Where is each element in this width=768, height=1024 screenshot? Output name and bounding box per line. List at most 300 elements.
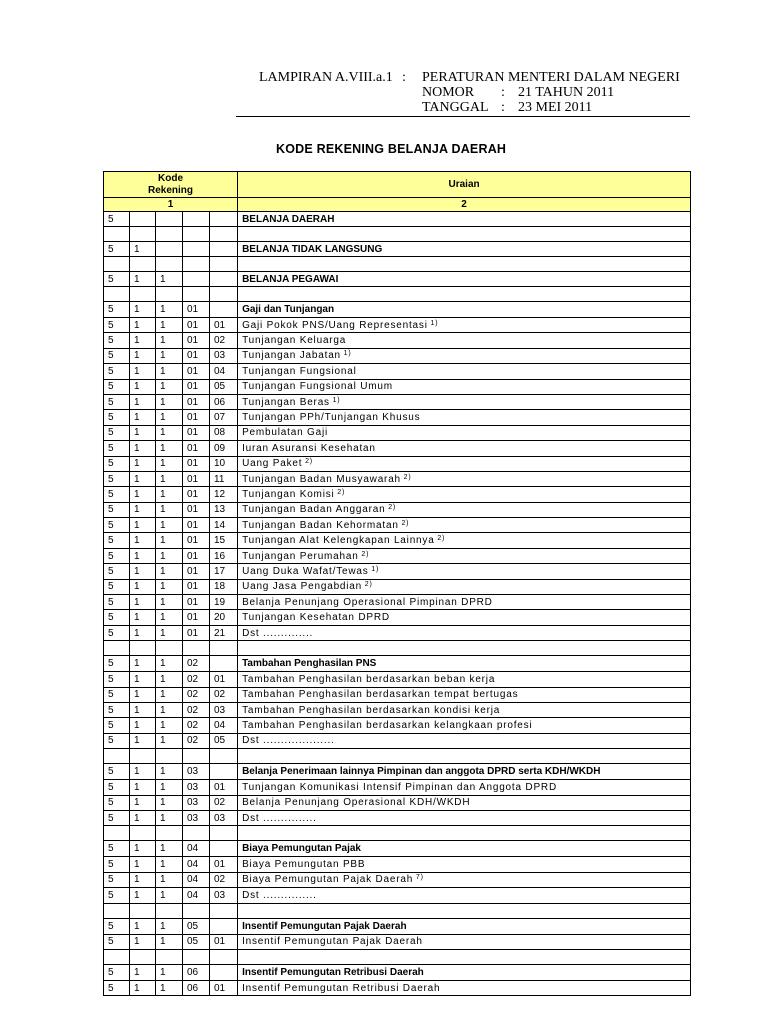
table-spacer-row [104, 257, 691, 272]
uraian-text: Biaya Pemungutan PBB [242, 859, 366, 871]
code-akun: 5 [104, 718, 130, 733]
code-rincian [210, 227, 238, 242]
uraian-cell [238, 934, 691, 949]
code-objek: 04 [183, 841, 210, 857]
code-rincian: 02 [210, 795, 238, 810]
code-objek [183, 826, 210, 841]
code-jenis: 1 [156, 471, 183, 486]
peraturan-title: PERATURAN MENTERI DALAM NEGERI [422, 70, 680, 85]
table-spacer-row [104, 826, 691, 841]
code-objek [183, 257, 210, 272]
code-akun [104, 749, 130, 764]
code-rincian [210, 749, 238, 764]
code-jenis: 1 [156, 610, 183, 625]
code-akun: 5 [104, 610, 130, 625]
kode-rekening-table [103, 171, 691, 996]
uraian-text: Insentif Pemungutan Pajak Daerah [242, 936, 423, 948]
code-kelompok: 1 [130, 918, 156, 934]
code-kelompok: 1 [130, 857, 156, 872]
code-jenis: 1 [156, 548, 183, 563]
document-title: KODE REKENING BELANJA DAERAH [276, 142, 507, 156]
uraian-cell [238, 749, 691, 764]
code-kelompok: 1 [130, 272, 156, 287]
uraian-text: Biaya Pemungutan Pajak [242, 843, 361, 855]
uraian-cell [238, 257, 691, 272]
code-rincian: 04 [210, 718, 238, 733]
footnote-marker: 2) [385, 504, 397, 512]
code-akun [104, 287, 130, 302]
table-row [104, 487, 691, 502]
code-akun: 5 [104, 487, 130, 502]
code-objek [183, 272, 210, 287]
uraian-cell [238, 394, 691, 409]
uraian-cell [238, 625, 691, 640]
uraian-cell [238, 672, 691, 687]
uraian-text: Dst .............. [242, 627, 314, 639]
code-kelompok: 1 [130, 456, 156, 471]
table-row [104, 212, 691, 227]
table-spacer-row [104, 749, 691, 764]
uraian-text: Tambahan Penghasilan berdasarkan kondisi kerja [242, 704, 501, 716]
code-kelompok: 1 [130, 548, 156, 563]
code-objek: 01 [183, 379, 210, 394]
code-jenis [156, 257, 183, 272]
uraian-cell [238, 518, 691, 533]
code-kelompok: 1 [130, 610, 156, 625]
code-kelompok: 1 [130, 364, 156, 379]
uraian-text: BELANJA TIDAK LANGSUNG [242, 243, 383, 255]
uraian-cell [238, 287, 691, 302]
code-rincian [210, 826, 238, 841]
uraian-cell [238, 857, 691, 872]
table-row [104, 502, 691, 517]
code-kelompok: 1 [130, 394, 156, 409]
table-header-row [104, 172, 691, 198]
code-jenis [156, 903, 183, 918]
uraian-cell [238, 610, 691, 625]
code-objek: 01 [183, 456, 210, 471]
uraian-text: Belanja Penerimaan lainnya Pimpinan dan anggota DPRD serta KDH/WKDH [242, 766, 601, 778]
code-objek: 02 [183, 656, 210, 672]
code-objek: 06 [183, 964, 210, 980]
code-kelompok: 1 [130, 533, 156, 548]
code-jenis: 1 [156, 518, 183, 533]
code-rincian [210, 918, 238, 934]
code-jenis [156, 641, 183, 656]
table-row [104, 471, 691, 486]
table-row [104, 548, 691, 563]
uraian-text: Uang Duka Wafat/Tewas [242, 565, 369, 577]
code-akun [104, 227, 130, 242]
uraian-cell [238, 227, 691, 242]
code-rincian: 08 [210, 425, 238, 440]
table-number-row [104, 198, 691, 212]
code-kelompok [130, 903, 156, 918]
col-header-kode-rekening: Kode Rekening [104, 172, 238, 198]
code-akun: 5 [104, 518, 130, 533]
code-jenis: 1 [156, 780, 183, 795]
table-spacer-row [104, 641, 691, 656]
code-akun: 5 [104, 888, 130, 903]
code-objek [183, 949, 210, 964]
code-kelompok: 1 [130, 733, 156, 748]
code-jenis: 1 [156, 595, 183, 610]
code-jenis [156, 287, 183, 302]
uraian-text: Pembulatan Gaji [242, 427, 328, 439]
code-akun [104, 903, 130, 918]
table-row [104, 934, 691, 949]
uraian-cell [238, 764, 691, 780]
code-rincian: 02 [210, 687, 238, 702]
code-jenis: 1 [156, 687, 183, 702]
code-jenis: 1 [156, 656, 183, 672]
uraian-cell [238, 702, 691, 717]
uraian-text: Iuran Asuransi Kesehatan [242, 442, 376, 454]
code-rincian: 05 [210, 733, 238, 748]
uraian-cell [238, 379, 691, 394]
code-objek: 01 [183, 625, 210, 640]
footnote-marker: 2) [358, 550, 370, 558]
code-objek: 01 [183, 333, 210, 348]
code-objek: 01 [183, 471, 210, 486]
code-jenis: 1 [156, 918, 183, 934]
table-row [104, 364, 691, 379]
code-jenis: 1 [156, 672, 183, 687]
code-rincian: 16 [210, 548, 238, 563]
code-kelompok: 1 [130, 764, 156, 780]
code-akun: 5 [104, 595, 130, 610]
uraian-text: Tambahan Penghasilan berdasarkan kelangkaan profesi [242, 720, 533, 732]
code-jenis: 1 [156, 502, 183, 517]
uraian-text: BELANJA PEGAWAI [242, 273, 339, 285]
code-kelompok: 1 [130, 980, 156, 995]
code-jenis: 1 [156, 302, 183, 318]
code-kelompok: 1 [130, 841, 156, 857]
code-jenis [156, 749, 183, 764]
uraian-cell [238, 456, 691, 471]
code-jenis [156, 949, 183, 964]
code-kelompok: 1 [130, 934, 156, 949]
code-rincian: 01 [210, 934, 238, 949]
code-rincian [210, 903, 238, 918]
code-rincian [210, 764, 238, 780]
code-rincian: 03 [210, 810, 238, 825]
code-jenis: 1 [156, 980, 183, 995]
table-row [104, 964, 691, 980]
code-objek: 02 [183, 718, 210, 733]
uraian-text: Tunjangan Fungsional Umum [242, 381, 393, 393]
code-akun: 5 [104, 333, 130, 348]
code-kelompok: 1 [130, 780, 156, 795]
code-kelompok [130, 826, 156, 841]
code-akun: 5 [104, 548, 130, 563]
code-rincian: 13 [210, 502, 238, 517]
code-rincian: 14 [210, 518, 238, 533]
uraian-text: Insentif Pemungutan Pajak Daerah [242, 920, 407, 932]
uraian-cell [238, 410, 691, 425]
code-objek: 01 [183, 502, 210, 517]
code-objek: 01 [183, 548, 210, 563]
footnote-marker: 7) [413, 874, 424, 882]
code-rincian: 09 [210, 441, 238, 456]
code-rincian [210, 212, 238, 227]
code-objek: 01 [183, 564, 210, 579]
uraian-cell [238, 795, 691, 810]
code-objek: 01 [183, 302, 210, 318]
code-kelompok: 1 [130, 795, 156, 810]
code-rincian: 10 [210, 456, 238, 471]
code-akun: 5 [104, 410, 130, 425]
code-kelompok: 1 [130, 333, 156, 348]
uraian-text: Tunjangan Badan Kehormatan [242, 519, 399, 531]
table-row [104, 780, 691, 795]
uraian-cell [238, 980, 691, 995]
code-rincian: 19 [210, 595, 238, 610]
uraian-text: Tunjangan Badan Anggaran [242, 504, 386, 516]
code-objek: 01 [183, 410, 210, 425]
code-akun: 5 [104, 564, 130, 579]
uraian-text: Tunjangan Jabatan [242, 350, 341, 362]
code-rincian [210, 287, 238, 302]
uraian-text: Belanja Penunjang Operasional KDH/WKDH [242, 797, 471, 809]
code-kelompok: 1 [130, 625, 156, 640]
code-objek: 04 [183, 888, 210, 903]
code-objek [183, 749, 210, 764]
code-kelompok: 1 [130, 564, 156, 579]
uraian-cell [238, 656, 691, 672]
table-row [104, 318, 691, 333]
uraian-cell [238, 780, 691, 795]
table-row [104, 888, 691, 903]
uraian-cell [238, 579, 691, 594]
uraian-cell [238, 810, 691, 825]
uraian-cell [238, 471, 691, 486]
uraian-text: Biaya Pemungutan Pajak Daerah [242, 874, 414, 886]
uraian-cell [238, 687, 691, 702]
table-row [104, 441, 691, 456]
code-objek [183, 903, 210, 918]
uraian-cell [238, 441, 691, 456]
table-row [104, 564, 691, 579]
code-rincian: 02 [210, 333, 238, 348]
table-row [104, 410, 691, 425]
code-jenis: 1 [156, 702, 183, 717]
code-objek: 03 [183, 780, 210, 795]
table-row [104, 333, 691, 348]
code-objek: 05 [183, 934, 210, 949]
code-jenis: 1 [156, 333, 183, 348]
uraian-text: Tunjangan Komisi [242, 488, 335, 500]
code-jenis: 1 [156, 857, 183, 872]
code-kelompok: 1 [130, 242, 156, 257]
table-row [104, 672, 691, 687]
code-kelompok [130, 212, 156, 227]
code-jenis [156, 227, 183, 242]
nomor-colon: : [501, 85, 505, 100]
code-objek: 01 [183, 318, 210, 333]
code-jenis: 1 [156, 394, 183, 409]
table-row [104, 687, 691, 702]
code-kelompok: 1 [130, 702, 156, 717]
footnote-marker: 1) [340, 350, 352, 358]
uraian-cell [238, 949, 691, 964]
code-jenis: 1 [156, 272, 183, 287]
table-row [104, 841, 691, 857]
uraian-cell [238, 212, 691, 227]
code-jenis: 1 [156, 625, 183, 640]
code-objek: 01 [183, 595, 210, 610]
code-akun: 5 [104, 242, 130, 257]
code-akun: 5 [104, 918, 130, 934]
code-akun: 5 [104, 934, 130, 949]
code-objek [183, 212, 210, 227]
uraian-cell [238, 641, 691, 656]
uraian-cell [238, 487, 691, 502]
code-objek: 01 [183, 533, 210, 548]
code-akun: 5 [104, 579, 130, 594]
uraian-cell [238, 733, 691, 748]
code-objek: 01 [183, 364, 210, 379]
uraian-text: Tunjangan PPh/Tunjangan Khusus [242, 412, 421, 424]
table-row [104, 394, 691, 409]
uraian-text: BELANJA DAERAH [242, 213, 335, 225]
uraian-text: Dst ............... [242, 889, 317, 901]
code-akun: 5 [104, 502, 130, 517]
code-objek: 05 [183, 918, 210, 934]
code-akun: 5 [104, 441, 130, 456]
code-kelompok: 1 [130, 348, 156, 363]
uraian-cell [238, 272, 691, 287]
code-objek: 02 [183, 687, 210, 702]
code-objek: 02 [183, 672, 210, 687]
code-rincian [210, 841, 238, 857]
uraian-text: Dst .................... [242, 735, 335, 747]
uraian-text: Uang Jasa Pengabdian [242, 581, 363, 593]
code-kelompok [130, 749, 156, 764]
code-kelompok: 1 [130, 518, 156, 533]
code-jenis: 1 [156, 379, 183, 394]
uraian-cell [238, 826, 691, 841]
code-kelompok: 1 [130, 379, 156, 394]
code-objek: 01 [183, 518, 210, 533]
code-kelompok [130, 949, 156, 964]
uraian-cell [238, 841, 691, 857]
code-akun: 5 [104, 302, 130, 318]
table-row [104, 656, 691, 672]
code-objek: 04 [183, 857, 210, 872]
code-akun [104, 641, 130, 656]
table-row [104, 242, 691, 257]
table-spacer-row [104, 949, 691, 964]
code-rincian: 01 [210, 318, 238, 333]
table-row [104, 518, 691, 533]
code-rincian: 15 [210, 533, 238, 548]
table-row [104, 718, 691, 733]
code-akun: 5 [104, 394, 130, 409]
code-kelompok: 1 [130, 672, 156, 687]
code-objek: 03 [183, 764, 210, 780]
uraian-cell [238, 548, 691, 563]
code-rincian: 04 [210, 364, 238, 379]
code-rincian: 05 [210, 379, 238, 394]
uraian-cell [238, 242, 691, 257]
uraian-cell [238, 533, 691, 548]
table-row [104, 980, 691, 995]
code-objek: 01 [183, 487, 210, 502]
table-spacer-row [104, 287, 691, 302]
code-akun [104, 826, 130, 841]
code-objek: 01 [183, 579, 210, 594]
uraian-cell [238, 595, 691, 610]
code-jenis: 1 [156, 764, 183, 780]
code-objek: 01 [183, 425, 210, 440]
table-row [104, 795, 691, 810]
code-akun: 5 [104, 212, 130, 227]
uraian-cell [238, 888, 691, 903]
code-rincian: 17 [210, 564, 238, 579]
code-rincian: 01 [210, 780, 238, 795]
uraian-text: Tunjangan Badan Musyawarah [242, 473, 401, 485]
code-objek: 04 [183, 872, 210, 887]
code-objek [183, 287, 210, 302]
code-objek: 01 [183, 394, 210, 409]
footnote-marker: 1) [368, 565, 380, 573]
code-kelompok: 1 [130, 579, 156, 594]
uraian-cell [238, 918, 691, 934]
code-kelompok [130, 257, 156, 272]
uraian-cell [238, 564, 691, 579]
uraian-text: Gaji Pokok PNS/Uang Representasi [242, 319, 428, 331]
table-row [104, 533, 691, 548]
code-objek: 03 [183, 795, 210, 810]
uraian-text: Tunjangan Keluarga [242, 335, 347, 347]
table-row [104, 857, 691, 872]
code-akun: 5 [104, 656, 130, 672]
table-row [104, 610, 691, 625]
footnote-marker: 2) [398, 519, 410, 527]
footnote-marker: 1) [427, 319, 439, 327]
code-akun [104, 257, 130, 272]
uraian-text: Dst ............... [242, 812, 317, 824]
footnote-marker: 2) [362, 581, 373, 589]
uraian-text: Insentif Pemungutan Retribusi Daerah [242, 982, 441, 994]
table-row [104, 425, 691, 440]
uraian-cell [238, 364, 691, 379]
code-objek [183, 242, 210, 257]
code-rincian: 20 [210, 610, 238, 625]
code-rincian: 03 [210, 348, 238, 363]
code-kelompok: 1 [130, 318, 156, 333]
code-akun: 5 [104, 810, 130, 825]
code-akun: 5 [104, 702, 130, 717]
table-row [104, 579, 691, 594]
code-rincian [210, 302, 238, 318]
code-kelompok: 1 [130, 410, 156, 425]
code-rincian: 02 [210, 872, 238, 887]
uraian-text: Tunjangan Perumahan [242, 550, 359, 562]
uraian-text: Tunjangan Fungsional [242, 365, 357, 377]
code-kelompok: 1 [130, 656, 156, 672]
code-kelompok: 1 [130, 441, 156, 456]
uraian-text: Tambahan Penghasilan PNS [242, 658, 377, 670]
code-rincian: 01 [210, 980, 238, 995]
code-objek [183, 227, 210, 242]
uraian-cell [238, 903, 691, 918]
uraian-cell [238, 348, 691, 363]
code-rincian: 03 [210, 702, 238, 717]
uraian-cell [238, 964, 691, 980]
code-rincian [210, 272, 238, 287]
